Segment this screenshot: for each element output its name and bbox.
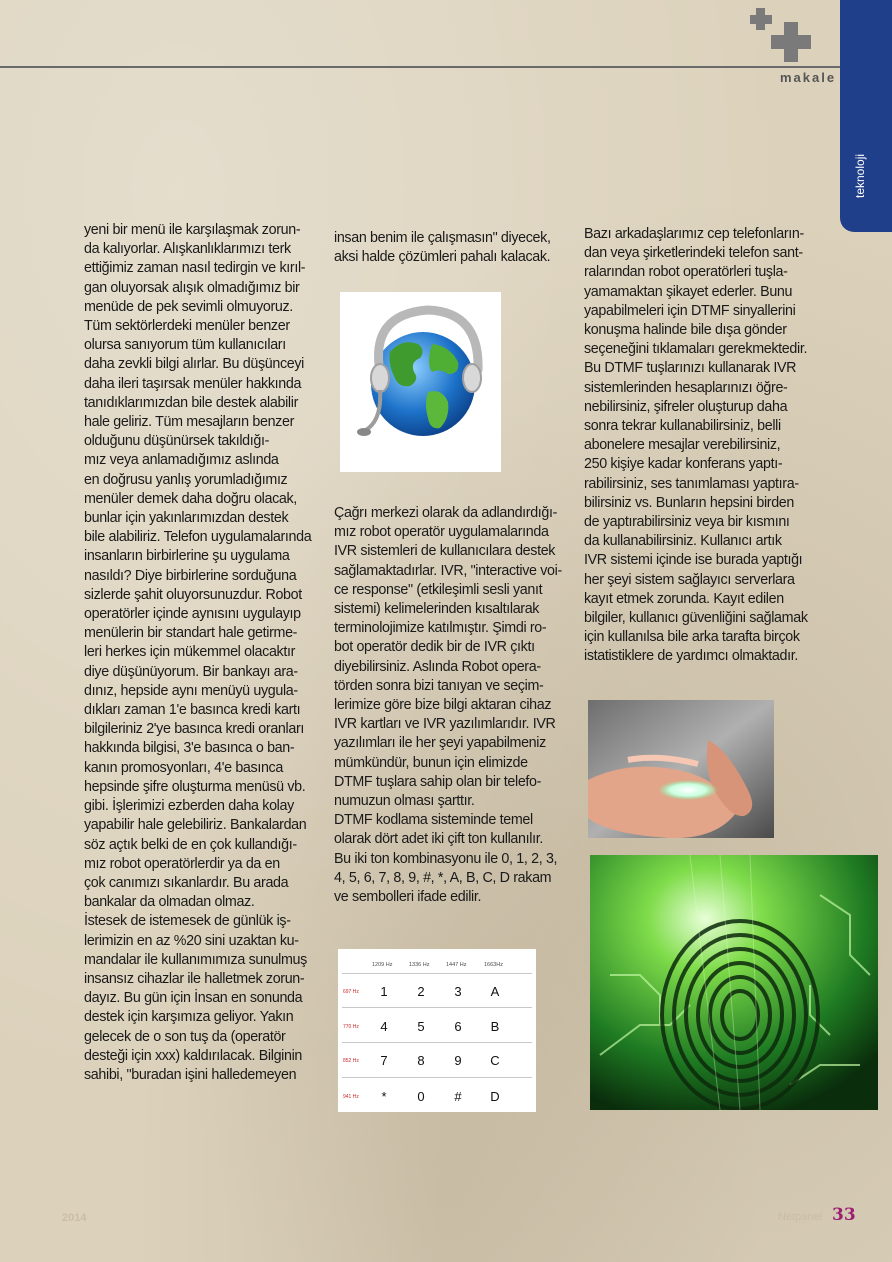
dtmf-key: C xyxy=(490,1053,500,1068)
dtmf-key: 8 xyxy=(417,1053,425,1068)
dtmf-key: 0 xyxy=(417,1089,425,1104)
dtmf-key: 7 xyxy=(380,1053,388,1068)
dtmf-key: A xyxy=(490,984,500,999)
dtmf-divider xyxy=(342,1007,532,1008)
dtmf-row-hz: 697 Hz xyxy=(343,989,359,995)
dtmf-key: * xyxy=(381,1089,387,1104)
dtmf-col-hz: 1663Hz xyxy=(484,962,503,968)
fingerprint-image xyxy=(590,855,878,1110)
dtmf-key: 2 xyxy=(417,984,425,999)
dtmf-divider xyxy=(342,973,532,974)
dtmf-divider xyxy=(342,1077,532,1078)
footer-year: 2014 xyxy=(62,1212,87,1224)
side-tab-label: teknoloji xyxy=(853,153,867,198)
article-column-1: yeni bir menü ile karşılaşmak zorun- da kalıyorlar. Alışkanlıklarımızı terk ettiğimiz zaman nasıl tedirgin ve kırıl- gan oluyorsak alışık olmadığımız bir menüde de pek sevimli olmuyoruz. Tüm sektörlerdeki menüler benzer olursa sanıyorum tüm kullanıcıları daha zevkli bilgi alırlar. Bu düşünceyi daha ileri taşırsak menüler hakkında tanıdıklarımızdan bile destek alabilir hale geliriz. Tüm mesajların benzer olduğunu düşünürsek takıldığı- mız veya anlamadığımız aslında en doğrusu yanlış yorumladığımız menüler demek daha doğru olacak, bunlar için yakınlarımızdan destek bile alabiliriz. Telefon uygulamalarında insanların birbirlerine şu uygulama nasıldı? Diye birbirlerine sorduğuna sizlerde şahit oluyorsunuzdur. Robot operatörler içinde aynısını uygulayıp menülerin bir standart hale getirme- leri herkes için mükemmel olacaktır diye düşünüyorum. Bir bankayı ara- dınız, hepside aynı menüyü uygula- dıkları zaman 1'e basınca kredi kartı bilgileriniz 2'ye basınca kredi oranları hakkında bilgisi, 3'e basınca o ban- kanın promosyonları, 4'e basınca hepsinde şifre oluşturma menüsü vb. gibi. İşlerimizi ezberden daha kolay yapabilir hale gelebiliriz. Bankalardan söz açtık belki de en çok kullandığı- mız robot operatörlerdir ya da en çok canımızı sıkanlardır. Bu arada bankalar da olmadan olmaz. İstesek de istemesek de günlük iş- lerimizin en az %20 sini uzaktan ku- mandalar ile kullanımımıza sunulmuş insansız cihazlar ile halletmek zorun- dayız. Bu gün için İnsan en sonunda destek için karşımıza geliyor. Yakın gelecek de o son tuş da (operatör desteği için xxx) kaldırılacak. Bilginin sahibi, "buradan işini halledemeyen xyxy=(84,222,312,1083)
plus-logo-icon xyxy=(750,8,816,64)
section-label: makale xyxy=(780,70,837,85)
dtmf-col-hz: 1447 Hz xyxy=(446,962,467,968)
dtmf-divider xyxy=(342,1042,532,1043)
dtmf-key: 3 xyxy=(454,984,462,999)
dtmf-table xyxy=(338,949,536,1112)
dtmf-key: 6 xyxy=(454,1019,462,1034)
dtmf-key: 9 xyxy=(454,1053,462,1068)
page-number: 33 xyxy=(832,1205,856,1225)
header-rule xyxy=(0,66,840,68)
dtmf-key: 5 xyxy=(417,1019,425,1034)
dtmf-key: B xyxy=(490,1019,500,1034)
dtmf-col-hz: 1209 Hz xyxy=(372,962,393,968)
dtmf-key: D xyxy=(490,1089,500,1104)
article-column-3: Bazı arkadaşlarımız cep telefonların- dan veya şirketlerindeki telefon sant- ralarından robot operatörleri tuşla- yamamaktan şikayet ederler. Bunu yapabilmeleri için DTMF sinyallerini konuşma halinde bile dışa gönder seçeneğini tıklamaları gerekmektedir. Bu DTMF tuşlarınızı kullanarak IVR sistemlerinden hesaplarınızı öğre- nebilirsiniz, şifreler oluşturup daha sonra tekrar kullanabilirsiniz, belli abonelere mesajlar verebilirsiniz, 250 kişiye kadar konferans yaptı- rabilirsiniz, ses tanımlaması yaptıra- bilirsiniz vs. Bunların hepsini birden de yaptırabilirsiniz veya bir kısmını da kullanabilirsiniz. Kullanıcı artık IVR sistemi içinde ise burada yaptığı her şeyi sistem sağlayıcı serverlara kayıt etmek zorunda. Kayıt edilen bilgiler, kullanıcı güvenliğini sağlamak için kullanılsa bile arka tarafta birçok istatistiklere de yardımcı olmaktadır. xyxy=(584,226,808,665)
globe-headset-image xyxy=(340,292,501,472)
dtmf-row-hz: 770 Hz xyxy=(343,1024,359,1030)
dtmf-col-hz: 1336 Hz xyxy=(409,962,430,968)
dtmf-key: 4 xyxy=(380,1019,388,1034)
article-column-2-top: insan benim ile çalışmasın" diyecek, aksi halde çözümleri pahalı kalacak. xyxy=(334,230,551,266)
article-column-2-bottom: Çağrı merkezi olarak da adlandırdığı- mız robot operatör uygulamalarında IVR sistemleri de kullanıcılara destek sağlamaktadırlar. IVR, "interactive voi- ce response" (etkileşimli sesli yanıt sistemi) kelimelerinden kısaltılarak terminolojimize katılmıştır. Şimdi ro- bot operatör dedik bir de IVR çıktı diyebilirsiniz. Aslında Robot opera- törden sonra bizi tanıyan ve seçim- lerimize göre bize bilgi aktaran cihaz IVR kartları ve IVR yazılımlarıdır. IVR yazılımları ile her şeyi yapabilmeniz mümkündür, bunun için elimizde DTMF tuşlara sahip olan bir telefo- numuzun olması şarttır. DTMF kodlama sisteminde temel olarak dört adet iki çift ton kullanılır. Bu iki ton kombinasyonu ile 0, 1, 2, 3, 4, 5, 6, 7, 8, 9, #, *, A, B, C, D rakam ve sembolleri ifade edilir. xyxy=(334,505,562,906)
footer-magazine: Netpanel xyxy=(778,1211,823,1223)
dtmf-key: # xyxy=(454,1089,462,1104)
dtmf-row-hz: 941 Hz xyxy=(343,1094,359,1100)
hand-light-image xyxy=(588,700,774,838)
dtmf-key: 1 xyxy=(380,984,388,999)
dtmf-row-hz: 852 Hz xyxy=(343,1058,359,1064)
